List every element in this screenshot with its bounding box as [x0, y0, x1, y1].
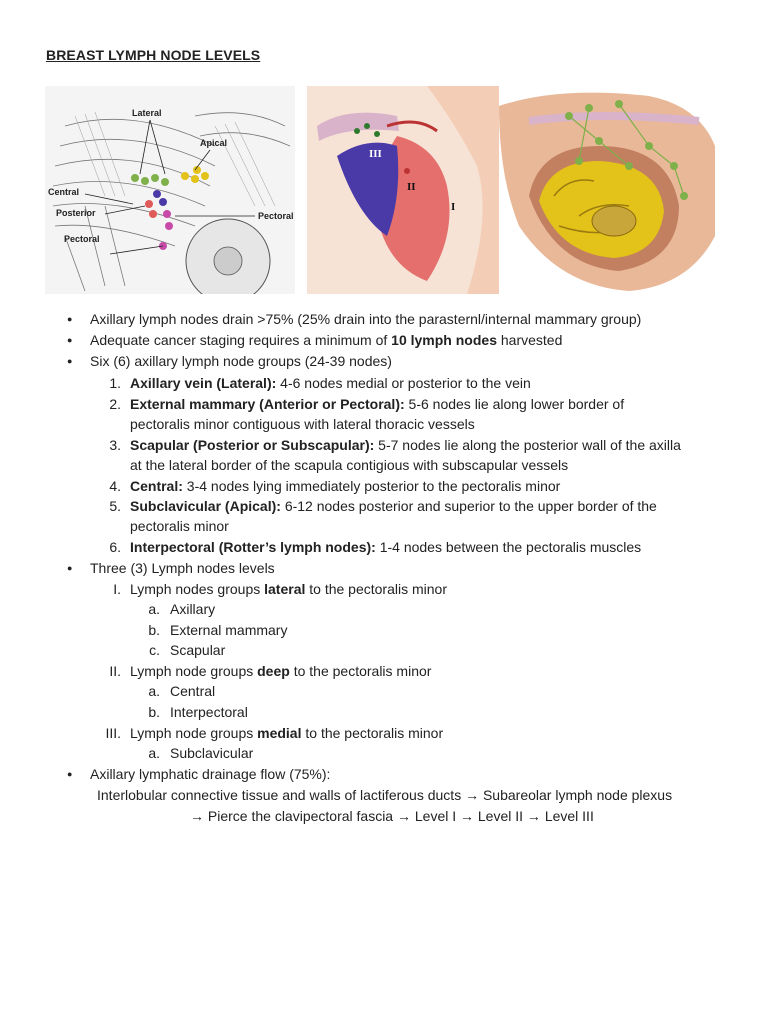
- bullet-dot: ●: [67, 314, 73, 324]
- group-number: 3.: [109, 437, 121, 453]
- sub-letter: b.: [148, 622, 160, 638]
- label-apical: Apical: [200, 138, 228, 148]
- page-title: BREAST LYMPH NODE LEVELS: [46, 47, 261, 63]
- sub-item: Subclavicular: [170, 745, 254, 761]
- level-number: II.: [109, 663, 121, 679]
- flow-line-1: Interlobular connective tissue and walls of lactiferous ducts → Subareolar lymph node plexus: [97, 787, 673, 803]
- level-number: III.: [105, 725, 121, 741]
- group-scapular-cont: at the lateral border of the scapula contigious with subscapular vessels: [130, 457, 569, 473]
- bullet-drainage-flow: Axillary lymphatic drainage flow (75%):: [90, 766, 331, 782]
- breast-lymphatics-illustration: [499, 86, 715, 294]
- figure-row: [45, 86, 715, 298]
- bullet-three-levels: Three (3) Lymph nodes levels: [90, 560, 275, 576]
- group-axillary-vein: Axillary vein (Lateral): 4-6 nodes medial or posterior to the vein: [130, 375, 531, 391]
- flow-line-2: → Pierce the clavipectoral fascia → Level I → Level II → Level III: [190, 808, 594, 824]
- sub-letter: c.: [149, 642, 160, 658]
- sub-item: Scapular: [170, 642, 226, 658]
- label-lateral: Lateral: [132, 108, 162, 118]
- bullet-dot: ●: [67, 335, 73, 345]
- label-level-ii: II: [407, 181, 416, 193]
- group-central: Central: 3-4 nodes lying immediately posterior to the pectoralis minor: [130, 478, 561, 494]
- group-number: 6.: [109, 539, 121, 555]
- group-number: 2.: [109, 396, 121, 412]
- group-number: 5.: [109, 498, 121, 514]
- group-external-mammary-cont: pectoralis minor contiguous with lateral thoracic vessels: [130, 416, 475, 432]
- label-pectoral-left: Pectoral: [64, 234, 100, 244]
- label-posterior: Posterior: [56, 208, 96, 218]
- label-level-iii: III: [369, 148, 382, 160]
- label-central: Central: [48, 187, 80, 197]
- bullet-dot: ●: [67, 356, 73, 366]
- sub-letter: a.: [148, 601, 160, 617]
- sub-item: Central: [170, 683, 216, 699]
- lymph-levels-illustration: [307, 86, 499, 294]
- bullet-six-groups: Six (6) axillary lymph node groups (24-39 nodes): [90, 353, 392, 369]
- bullet-axillary-drain: Axillary lymph nodes drain >75% (25% drain into the parasternl/internal mammary group): [90, 311, 642, 327]
- group-external-mammary: External mammary (Anterior or Pectoral): 5-6 nodes lie along lower border of: [130, 396, 625, 412]
- group-scapular: Scapular (Posterior or Subscapular): 5-7 nodes lie along the posterior wall of the axilla: [130, 437, 681, 453]
- sub-letter: a.: [148, 745, 160, 761]
- sub-item: External mammary: [170, 622, 288, 638]
- group-subclavicular: Subclavicular (Apical): 6-12 nodes posterior and superior to the upper border of the: [130, 498, 657, 514]
- level-number: I.: [113, 581, 121, 597]
- group-subclavicular-cont: pectoralis minor: [130, 518, 229, 534]
- bullet-dot: ●: [67, 563, 73, 573]
- group-number: 1.: [109, 375, 121, 391]
- group-number: 4.: [109, 478, 121, 494]
- axillary-node-diagram: [45, 86, 295, 294]
- group-interpectoral: Interpectoral (Rotter’s lymph nodes): 1-4 nodes between the pectoralis muscles: [130, 539, 642, 555]
- sub-item: Axillary: [170, 601, 216, 617]
- level-ii: Lymph node groups deep to the pectoralis minor: [130, 663, 432, 679]
- label-level-i: I: [451, 201, 456, 213]
- sub-item: Interpectoral: [170, 704, 248, 720]
- sub-letter: a.: [148, 683, 160, 699]
- bullet-staging: Adequate cancer staging requires a minimum of 10 lymph nodes harvested: [90, 332, 563, 348]
- label-pectoral-right: Pectoral: [258, 211, 294, 221]
- bullet-dot: ●: [67, 769, 73, 779]
- level-iii: Lymph node groups medial to the pectoralis minor: [130, 725, 444, 741]
- sub-letter: b.: [148, 704, 160, 720]
- level-i: Lymph nodes groups lateral to the pectoralis minor: [130, 581, 447, 597]
